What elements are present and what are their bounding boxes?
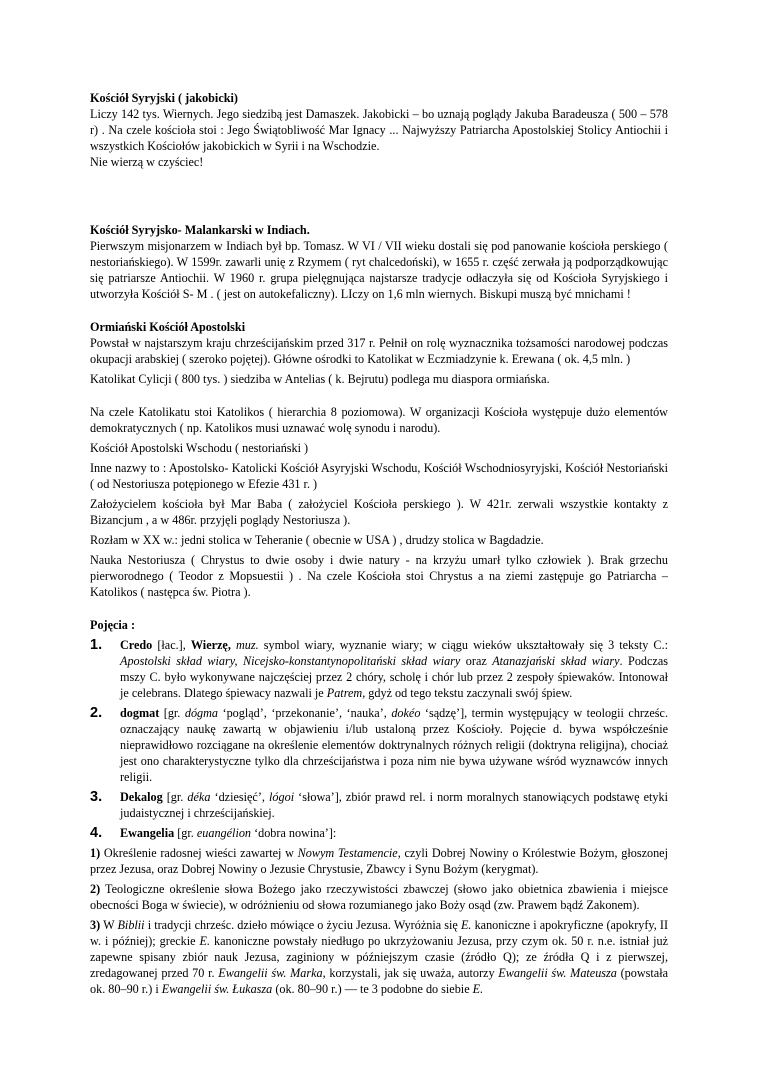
document-page [90,90,668,997]
subitem-ewangelia-1: 1) Określenie radosnej wieści zawartej w Nowym Testamencie, czyli Dobrej Nowiny o Królestwie Bożym, głoszonej przez Jezusa, oraz Dobrej Nowiny o Jezusie Chrystusie, Zbawcy i Synu Bożym (kerygmat). [90,846,668,876]
subitem-ewangelia-2: 2) Teologiczne określenie słowa Bożego jako rzeczywistości zbawczej (słowo jako obietnica zbawienia i miejsce obecności Boga w świecie), w odróżnieniu od słowa rozumianego jako Boży osąd (zw. Prawem bądź Zakonem). [90,882,668,912]
paragraph: Liczy 142 tys. Wiernych. Jego siedzibą jest Damaszek. Jakobicki – bo uznają poglądy Jakuba Baradeusza ( 500 – 578 r) . Na czele kościoła stoi : Jego Świątobliwość Mar Ignacy ... Najwyższy Patriarcha Apostolskiej Stolicy Antiochii i wszystkich Kościołów jakobickich w Syrii i na Wschodzie. [90,107,668,153]
paragraph: Nie wierzą w czyściec! [90,155,204,169]
list-item-credo: 1. Credo [łac.], Wierzę, muz. symbol wiary, wyznanie wiary; w ciągu wieków ukształtowały się 3 teksty C.: Apostolski skład wiary, Nicejsko-konstantynopolitański skład wiary oraz Atanazjański skład wiary. Podczas mszy C. było wykonywane najczęściej przez 2 chóry, scholę i chór lub przez 2 zespoły śpiewaków. Intonował je celebrans. Dlatego śpiewacy nazwali je Patrem, gdyż od tego tekstu zaczynali swój śpiew. [90,637,668,700]
paragraph: Na czele Katolikatu stoi Katolikos ( hierarchia 8 poziomowa). W organizacji Kościoła występuje dużo elementów demokratycznych ( np. Katolikos musi uznawać wolę synodu i narodu). [90,405,668,435]
list-number: 1. [90,637,103,653]
section-title-syriac-church: Kościół Syryjski ( jakobicki) [90,91,238,105]
list-item-dogmat: 2. dogmat [gr. dógma ‘pogląd’, ‘przekonanie’, ‘nauka’, dokéo ‘sądzę’], termin występujący w teologii chrześc. oznaczający naukę zawartą w objawieniu i/lub ustaloną przez Kościoły. Pojęcie d. bywa współcześnie nieprawidłowo rozciągane na określenie elementów doktrynalnych różnych religii (doktryna religijna), chociaż jest ono charakterystyczne tylko dla chrześcijaństwa i poza nim nie bywa używane wśród wyznawców innych religii. [90,705,668,784]
list-item-dekalog: 3. Dekalog [gr. déka ‘dziesięć’, lógoi ‘słowa’], zbiór prawd rel. i norm moralnych stanowiących podstawę etyki judaistycznej i chrześcijańskiej. [90,789,668,820]
paragraph: Kościół Apostolski Wschodu ( nestoriański ) [90,441,309,455]
section-title-malankara-church: Kościół Syryjsko- Malankarski w Indiach. [90,223,310,237]
list-item-ewangelia: 4. Ewangelia [gr. euangélion ‘dobra nowina’]: [90,825,337,841]
list-number: 4. [90,825,103,841]
section-title-armenian-church: Ormiański Kościół Apostolski [90,320,246,334]
paragraph: Rozłam w XX w.: jedni stolica w Teheranie ( obecnie w USA ) , drudzy stolica w Bagdadzie. [90,533,544,547]
list-number: 2. [90,705,103,721]
paragraph: Założycielem kościoła był Mar Baba ( założyciel Kościoła perskiego ). W 421r. zerwali wszystkie kontakty z Bizancjum , a w 486r. przyjęli poglądy Nestoriusza ). [90,497,668,527]
subitem-ewangelia-3: 3) W Biblii i tradycji chrześc. dzieło mówiące o życiu Jezusa. Wyróżnia się E. kanoniczne i apokryficzne (apokryfy, II w. i później); greckie E. kanoniczne powstały niedługo po ukrzyżowaniu Jezusa, przy czym ok. 50 r. n.e. istniał już zapewne spisany zbiór nauk Jezusa, zaginiony w późniejszym czasie (źródło Q); ze źródła Q i z pierwszej, zredagowanej przed 70 r. Ewangelii św. Marka, korzystali, jak się uważa, autorzy Ewangelii św. Mateusza (powstała ok. 80–90 r.) i Ewangelii św. Łukasza (ok. 80–90 r.) — te 3 podobne do siebie E. [90,918,668,996]
paragraph: Katolikat Cylicji ( 800 tys. ) siedziba w Antelias ( k. Bejrutu) podlega mu diaspora ormiańska. [90,372,550,386]
section-title-concepts: Pojęcia : [90,618,136,632]
list-number: 3. [90,789,103,805]
paragraph: Pierwszym misjonarzem w Indiach był bp. Tomasz. W VI / VII wieku dostali się pod panowanie kościoła perskiego ( nestoriańskiego). W 1599r. zawarli unię z Rzymem ( ryt chalcedoński), w 1655 r. część zerwała ją podporządkowując się patriarsze Antiochii. W 1960 r. grupa pielęgnująca najstarsze tradycje odłaczyła się od Kościoła Syryjskiego i utworzyła Kościół S- M . ( jest on autokefaliczny). LIczy on 1,6 mln wiernych. Biskupi muszą być mnichami ! [90,239,668,301]
paragraph: Inne nazwy to : Apostolsko- Katolicki Kościół Asyryjski Wschodu, Kościół Wschodniosyryjski, Kościół Nestoriański ( od Nestoriusza potępionego w Efezie 431 r. ) [90,461,668,491]
paragraph: Nauka Nestoriusza ( Chrystus to dwie osoby i dwie natury - na krzyżu umarł tylko człowiek ). Brak grzechu pierworodnego ( Teodor z Mopsuestii ) . Na czele Kościoła stoi Chrystus a na ziemi zastępuje go Patriarcha – Katolikos ( następca św. Piotra ). [90,553,668,599]
paragraph: Powstał w najstarszym kraju chrześcijańskim przed 317 r. Pełnił on rolę wyznacznika tożsamości narodowej podczas okupacji arabskiej ( szeroko pojętej). Główne ośrodki to Katolikat w Eczmiadzynie k. Erewana ( ok. 4,5 mln. ) [90,336,668,366]
